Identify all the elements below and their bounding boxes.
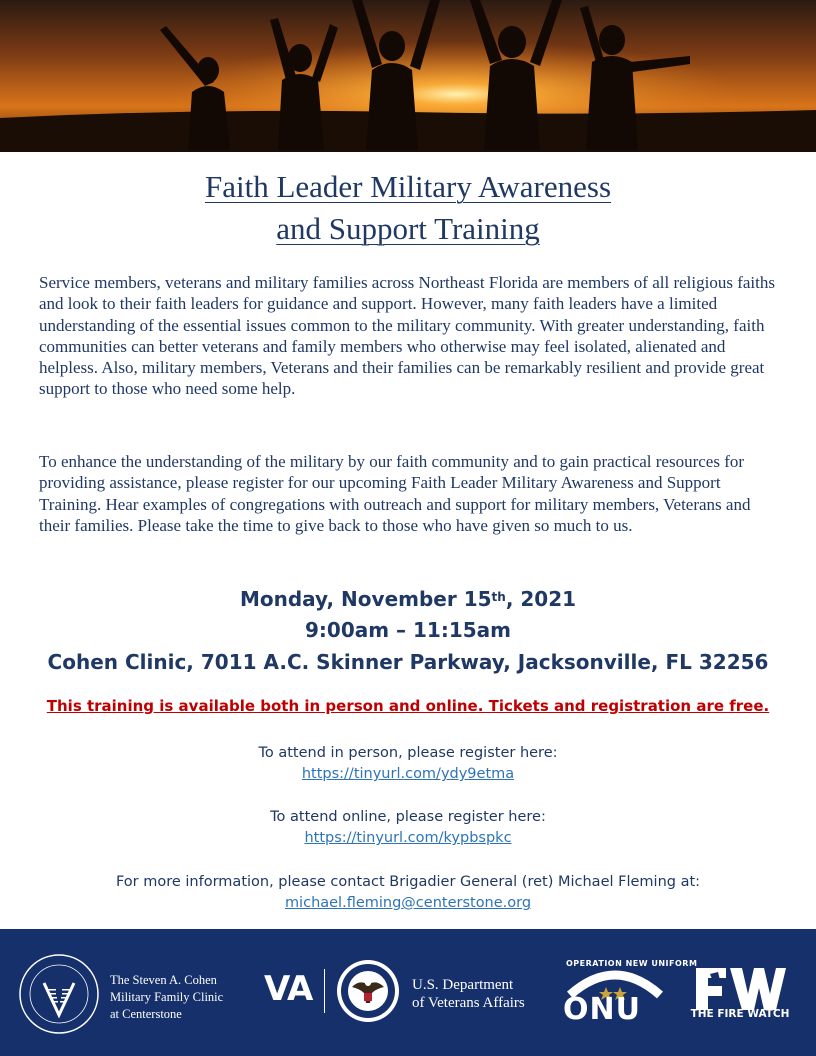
va-wordmark: VA [264, 969, 313, 1009]
online-register-link[interactable]: https://tinyurl.com/kypbspkc [304, 830, 512, 846]
title-line-2: and Support Training [276, 211, 540, 246]
in-person-register-link[interactable]: https://tinyurl.com/ydy9etma [301, 766, 515, 782]
event-time: 9:00am – 11:15am [304, 618, 511, 642]
va-seal-logo [336, 959, 400, 1023]
event-location: Cohen Clinic, 7011 A.C. Skinner Parkway, Jacksonville, FL 32256 [47, 650, 769, 674]
contact-email-row [0, 893, 816, 913]
intro-paragraph: Service members, veterans and military families across Northeast Florida are members of all religious faiths and look to their faith leaders for guidance and support. However, many faith leaders have a limited understanding of the essential issues common to the military community. With greater understanding, faith communities can better veterans and family members who otherwise may feel isolated, alienated and helpless. Also, military members, Veterans and their families can be remarkably resilient and provide great support to those who need some help. [39, 273, 775, 399]
onu-wordmark: ONU [563, 992, 641, 1027]
onu-arc-text: OPERATION NEW UNIFORM [566, 959, 698, 968]
contact-label: For more information, please contact Brigadier General (ret) Michael Fleming at: [115, 874, 701, 890]
in-person-link-row [0, 764, 816, 784]
cohen-veterans-network-logo [18, 953, 100, 1035]
event-date [0, 584, 816, 614]
event-date-suffix: , 2021 [505, 587, 577, 611]
va-divider [324, 969, 325, 1013]
fire-watch-wordmark: THE FIRE WATCH [690, 1008, 790, 1020]
availability-notice: This training is available both in person and online. Tickets and registration are free. [46, 697, 770, 715]
event-date-ordinal: th [491, 590, 506, 604]
online-label: To attend online, please register here: [270, 809, 546, 825]
va-department-name: U.S. Department of Veterans Affairs [412, 977, 525, 1011]
title-line-1: Faith Leader Military Awareness [204, 169, 612, 204]
event-date-prefix: Monday, November 15 [239, 587, 492, 611]
purpose-paragraph: To enhance the understanding of the military by our faith community and to gain practical resources for providing assistance, please register for our upcoming Faith Leader Military Awareness and Support Training. Hear examples of congregations with outreach and support for military members, Veterans and their families. Please take the time to give back to those who have given so much to us. [39, 452, 751, 535]
sponsor-footer [0, 929, 816, 1056]
in-person-label: To attend in person, please register here: [258, 745, 558, 761]
hero-image [0, 0, 816, 152]
online-link-row [0, 828, 816, 848]
contact-email-link[interactable]: michael.fleming@centerstone.org [284, 895, 532, 911]
cohen-clinic-name: The Steven A. Cohen Military Family Clinic at Centerstone [110, 973, 224, 1021]
page-title [0, 166, 816, 250]
